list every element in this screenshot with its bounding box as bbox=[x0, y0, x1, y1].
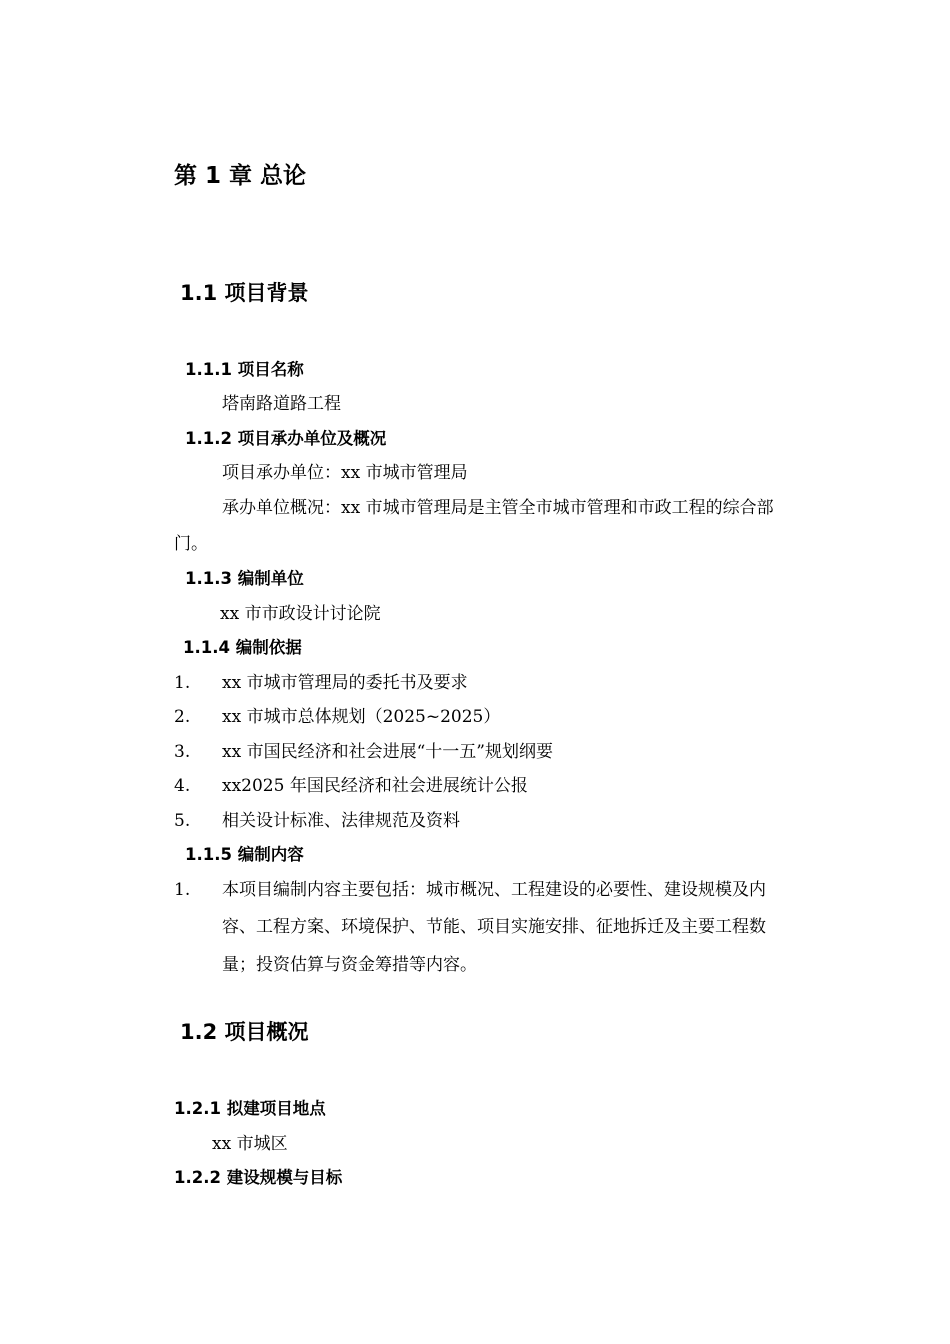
heading-1-1-4: 1.1.4 编制依据 bbox=[183, 638, 302, 657]
section-1-2-title: 1.2 项目概况 bbox=[180, 1020, 309, 1044]
content-item-line: 量；投资估算与资金筹措等内容。 bbox=[222, 955, 477, 975]
basis-item-text: xx 市城市总体规划（2025~2025） bbox=[222, 707, 501, 727]
basis-item-text: xx 市国民经济和社会进展“十一五”规划纲要 bbox=[222, 742, 553, 762]
basis-item-text: xx2025 年国民经济和社会进展统计公报 bbox=[222, 776, 528, 796]
basis-item-text: 相关设计标准、法律规范及资料 bbox=[222, 811, 460, 831]
basis-item-num: 2. bbox=[174, 707, 191, 727]
heading-1-2-2: 1.2.2 建设规模与目标 bbox=[174, 1168, 343, 1187]
project-location-text: xx 市城区 bbox=[212, 1134, 288, 1154]
content-item-line: 容、工程方案、环境保护、节能、项目实施安排、征地拆迁及主要工程数 bbox=[222, 917, 766, 937]
basis-item-num: 1. bbox=[174, 673, 191, 693]
project-name-text: 塔南路道路工程 bbox=[222, 394, 341, 414]
content-item-line: 本项目编制内容主要包括：城市概况、工程建设的必要性、建设规模及内 bbox=[222, 880, 766, 900]
unit-overview-line-1: 承办单位概况：xx 市城市管理局是主管全市城市管理和市政工程的综合部 bbox=[222, 498, 774, 518]
basis-item-num: 5. bbox=[174, 811, 191, 831]
heading-1-1-3: 1.1.3 编制单位 bbox=[185, 569, 304, 588]
section-1-1-title: 1.1 项目背景 bbox=[180, 281, 309, 305]
heading-1-1-2: 1.1.2 项目承办单位及概况 bbox=[185, 429, 387, 448]
basis-item-text: xx 市城市管理局的委托书及要求 bbox=[222, 673, 468, 693]
basis-item-num: 3. bbox=[174, 742, 191, 762]
content-item-num: 1. bbox=[174, 880, 191, 900]
compiling-unit-text: xx 市市政设计讨论院 bbox=[220, 604, 381, 624]
heading-1-2-1: 1.2.1 拟建项目地点 bbox=[174, 1099, 326, 1118]
heading-1-1-1: 1.1.1 项目名称 bbox=[185, 360, 304, 379]
undertaking-unit-text: 项目承办单位：xx 市城市管理局 bbox=[222, 463, 468, 483]
heading-1-1-5: 1.1.5 编制内容 bbox=[185, 845, 304, 864]
basis-item-num: 4. bbox=[174, 776, 191, 796]
unit-overview-line-2: 门。 bbox=[174, 534, 208, 554]
chapter-title: 第 1 章 总论 bbox=[174, 163, 307, 189]
